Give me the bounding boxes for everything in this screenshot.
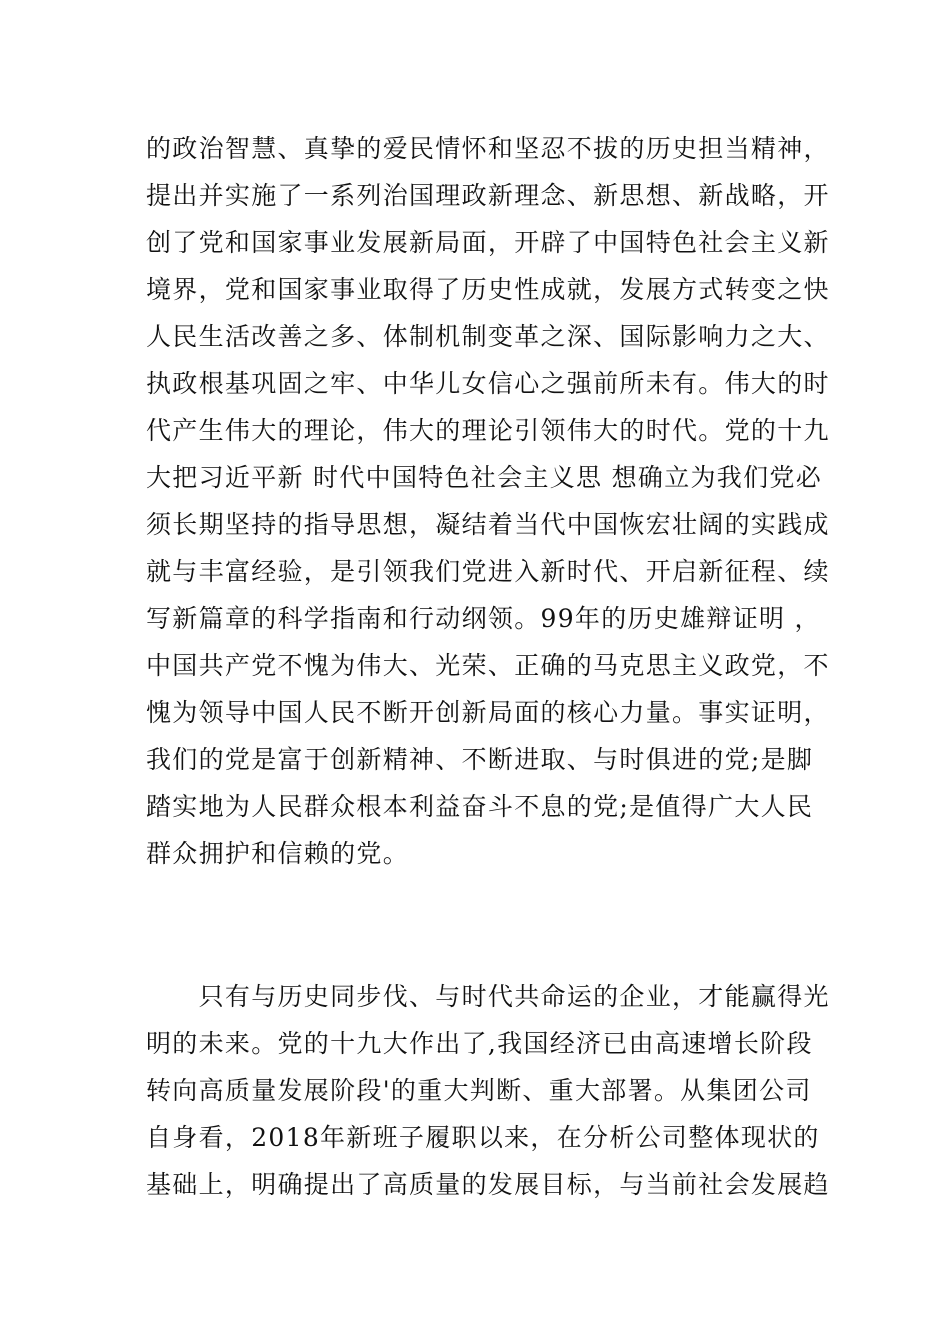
text-line: 执政根基巩固之牢、中华儿女信心之强前所未有。伟大的时: [146, 369, 830, 398]
text-line: 提出并实施了一系列治国理政新理念、新思想、新战略，开: [146, 181, 830, 210]
text-line: 只有与历史同步伐、与时代共命运的企业，才能赢得光: [146, 982, 830, 1011]
text-line: 境界，党和国家事业取得了历史性成就，发展方式转变之快: [146, 275, 830, 304]
text-line: 明的未来。党的十九大作出了,我国经济已由高速增长阶段: [146, 1029, 813, 1058]
text-line: 我们的党是富于创新精神、不断进取、与时俱进的党;是脚: [146, 745, 814, 774]
text-line: 的政治智慧、真挚的爱民情怀和坚忍不拔的历史担当精神，: [146, 134, 830, 163]
text-line: 须长期坚持的指导思想，凝结着当代中国恢宏壮阔的实践成: [146, 510, 830, 539]
text-line: 转向高质量发展阶段'的重大判断、重大部署。从集团公司: [146, 1076, 812, 1105]
text-line: 自身看，2018年新班子履职以来，在分析公司整体现状的: [146, 1123, 820, 1152]
text-line: 人民生活改善之多、体制机制变革之深、国际影响力之大、: [146, 322, 830, 351]
paragraph-2: [146, 973, 830, 1208]
text-line: 就与丰富经验，是引领我们党进入新时代、开启新征程、续: [146, 557, 830, 586]
paragraph-1: [146, 125, 830, 877]
text-line: 踏实地为人民群众根本利益奋斗不息的党;是值得广大人民: [146, 792, 814, 821]
text-line: 愧为领导中国人民不断开创新局面的核心力量。事实证明，: [146, 698, 830, 727]
text-line: 中国共产党不愧为伟大、光荣、正确的马克思主义政党，不: [146, 651, 830, 680]
text-line: 写新篇章的科学指南和行动纲领。99年的历史雄辩证明 ，: [146, 604, 821, 633]
text-line: 群众拥护和信赖的党。: [146, 839, 410, 868]
text-line: 大把习近平新 时代中国特色社会主义思 想确立为我们党必: [146, 463, 822, 492]
text-line: 基础上，明确提出了高质量的发展目标，与当前社会发展趋: [146, 1170, 830, 1199]
text-line: 创了党和国家事业发展新局面，开辟了中国特色社会主义新: [146, 228, 830, 257]
text-line: 代产生伟大的理论，伟大的理论引领伟大的时代。党的十九: [146, 416, 830, 445]
